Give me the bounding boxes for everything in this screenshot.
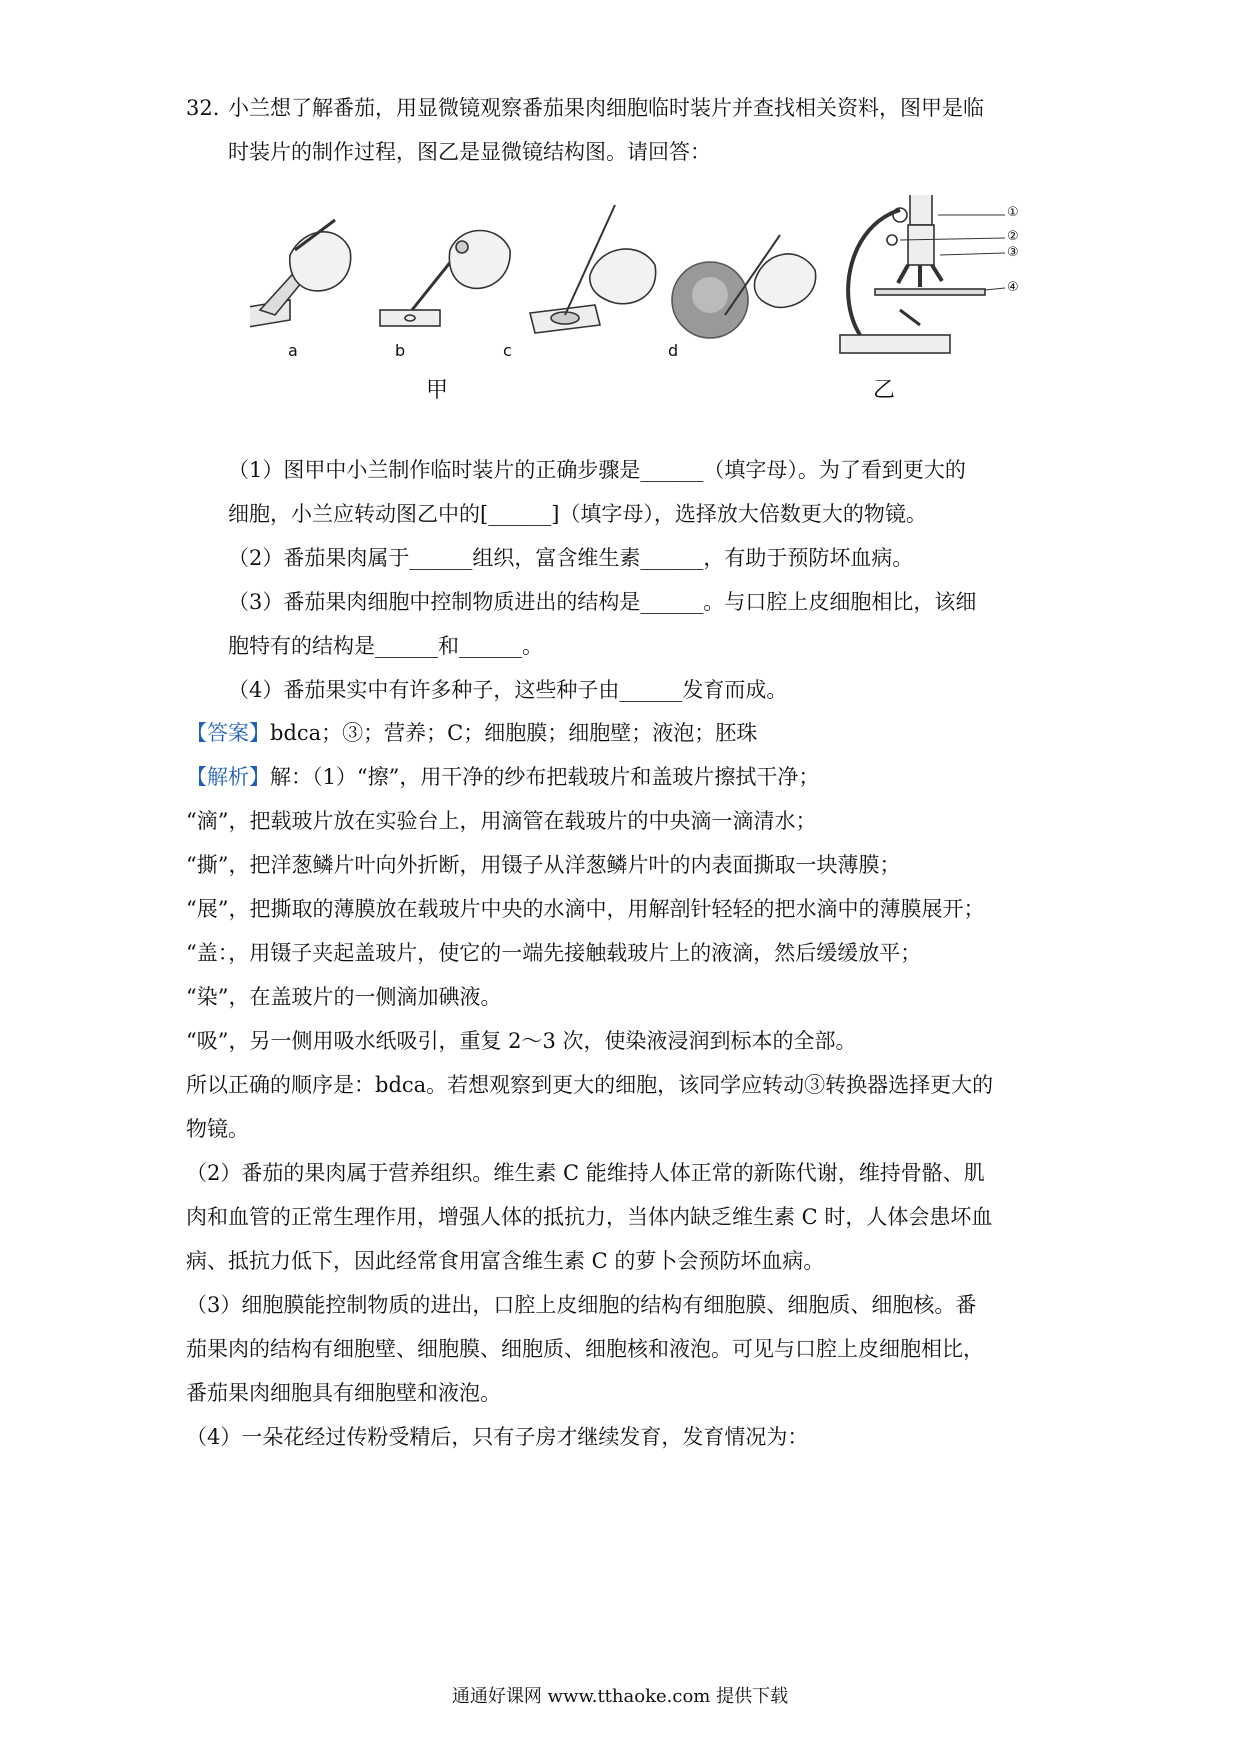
sub-question-1b: 细胞，小兰应转动图乙中的[______]（填字母），选择放大倍数更大的物镜。 — [228, 502, 927, 526]
sub-question-1a: （1）图甲中小兰制作临时装片的正确步骤是______（填字母）。为了看到更大的 — [228, 458, 966, 482]
page-footer: 通通好课网 www.tthaoke.com 提供下载 — [451, 1686, 789, 1707]
figure-illustration — [250, 195, 1070, 445]
marker-3: ③ — [1007, 245, 1019, 260]
sub-question-2: （2）番茄果肉属于______组织，富含维生素______，有助于预防坏血病。 — [228, 546, 914, 570]
analysis-tag: 【解析】 — [186, 765, 270, 789]
analysis-line: 所以正确的顺序是：bdca。若想观察到更大的细胞，该同学应转动③转换器选择更大的 — [186, 1073, 994, 1097]
sub-question-3a: （3）番茄果肉细胞中控制物质进出的结构是______。与口腔上皮细胞相比，该细 — [228, 590, 977, 614]
analysis-line: “吸”，另一侧用吸水纸吸引，重复 2～3 次，使染液浸润到标本的全部。 — [186, 1029, 857, 1053]
step-b-illustration — [380, 230, 510, 326]
step-label-a: a — [288, 341, 298, 360]
question-stem-line1: 小兰想了解番茄，用显微镜观察番茄果肉细胞临时装片并查找相关资料，图甲是临 — [228, 96, 984, 120]
analysis-line: 肉和血管的正常生理作用，增强人体的抵抗力，当体内缺乏维生素 C 时，人体会患坏血 — [186, 1205, 993, 1229]
analysis-line: 番茄果肉细胞具有细胞壁和液泡。 — [186, 1381, 501, 1405]
step-c-illustration — [530, 205, 656, 333]
step-label-d: d — [668, 341, 679, 360]
step-d-illustration — [672, 235, 816, 338]
figure-caption-jia: 甲 — [426, 378, 449, 403]
marker-1: ① — [1007, 205, 1019, 220]
question-stem-line2: 时装片的制作过程，图乙是显微镜结构图。请回答： — [228, 140, 711, 164]
analysis-first-text: 解：（1）“擦”，用干净的纱布把载玻片和盖玻片擦拭干净； — [270, 765, 820, 789]
analysis-line: （2）番茄的果肉属于营养组织。维生素 C 能维持人体正常的新陈代谢，维持骨骼、肌 — [186, 1161, 985, 1185]
analysis-line: 病、抵抗力低下，因此经常食用富含维生素 C 的萝卜会预防坏血病。 — [186, 1249, 825, 1273]
answer-text: bdca；③；营养；C；细胞膜；细胞壁；液泡；胚珠 — [270, 721, 758, 745]
answer-row — [186, 720, 757, 746]
analysis-line: 物镜。 — [186, 1117, 249, 1141]
marker-4: ④ — [1007, 280, 1019, 295]
analysis-line: （4）一朵花经过传粉受精后，只有子房才继续发育，发育情况为： — [186, 1425, 809, 1449]
analysis-line: “盖：，用镊子夹起盖玻片，使它的一端先接触载玻片上的液滴，然后缓缓放平； — [186, 941, 922, 965]
sub-question-3b: 胞特有的结构是______和______。 — [228, 634, 543, 658]
figure-caption-yi: 乙 — [873, 378, 896, 403]
microscope-illustration — [840, 195, 1005, 353]
step-a-illustration — [250, 220, 351, 330]
analysis-line: “撕”，把洋葱鳞片叶向外折断，用镊子从洋葱鳞片叶的内表面撕取一块薄膜； — [186, 853, 901, 877]
marker-2: ② — [1007, 229, 1019, 244]
sub-question-4: （4）番茄果实中有许多种子，这些种子由______发育而成。 — [228, 678, 788, 702]
experiment-figure — [250, 195, 1070, 445]
analysis-line: 茄果肉的结构有细胞壁、细胞膜、细胞质、细胞核和液泡。可见与口腔上皮细胞相比， — [186, 1337, 984, 1361]
analysis-line: （3）细胞膜能控制物质的进出，口腔上皮细胞的结构有细胞膜、细胞质、细胞核。番 — [186, 1293, 977, 1317]
step-label-b: b — [395, 341, 406, 360]
question-number: 32. — [186, 96, 220, 120]
analysis-line: “展”，把撕取的薄膜放在载玻片中央的水滴中，用解剖针轻轻的把水滴中的薄膜展开； — [186, 897, 985, 921]
answer-tag: 【答案】 — [186, 721, 270, 745]
analysis-line: “染”，在盖玻片的一侧滴加碘液。 — [186, 985, 502, 1009]
step-label-c: c — [503, 341, 512, 360]
analysis-line: “滴”，把载玻片放在实验台上，用滴管在载玻片的中央滴一滴清水； — [186, 809, 817, 833]
analysis-first-row — [186, 764, 819, 790]
